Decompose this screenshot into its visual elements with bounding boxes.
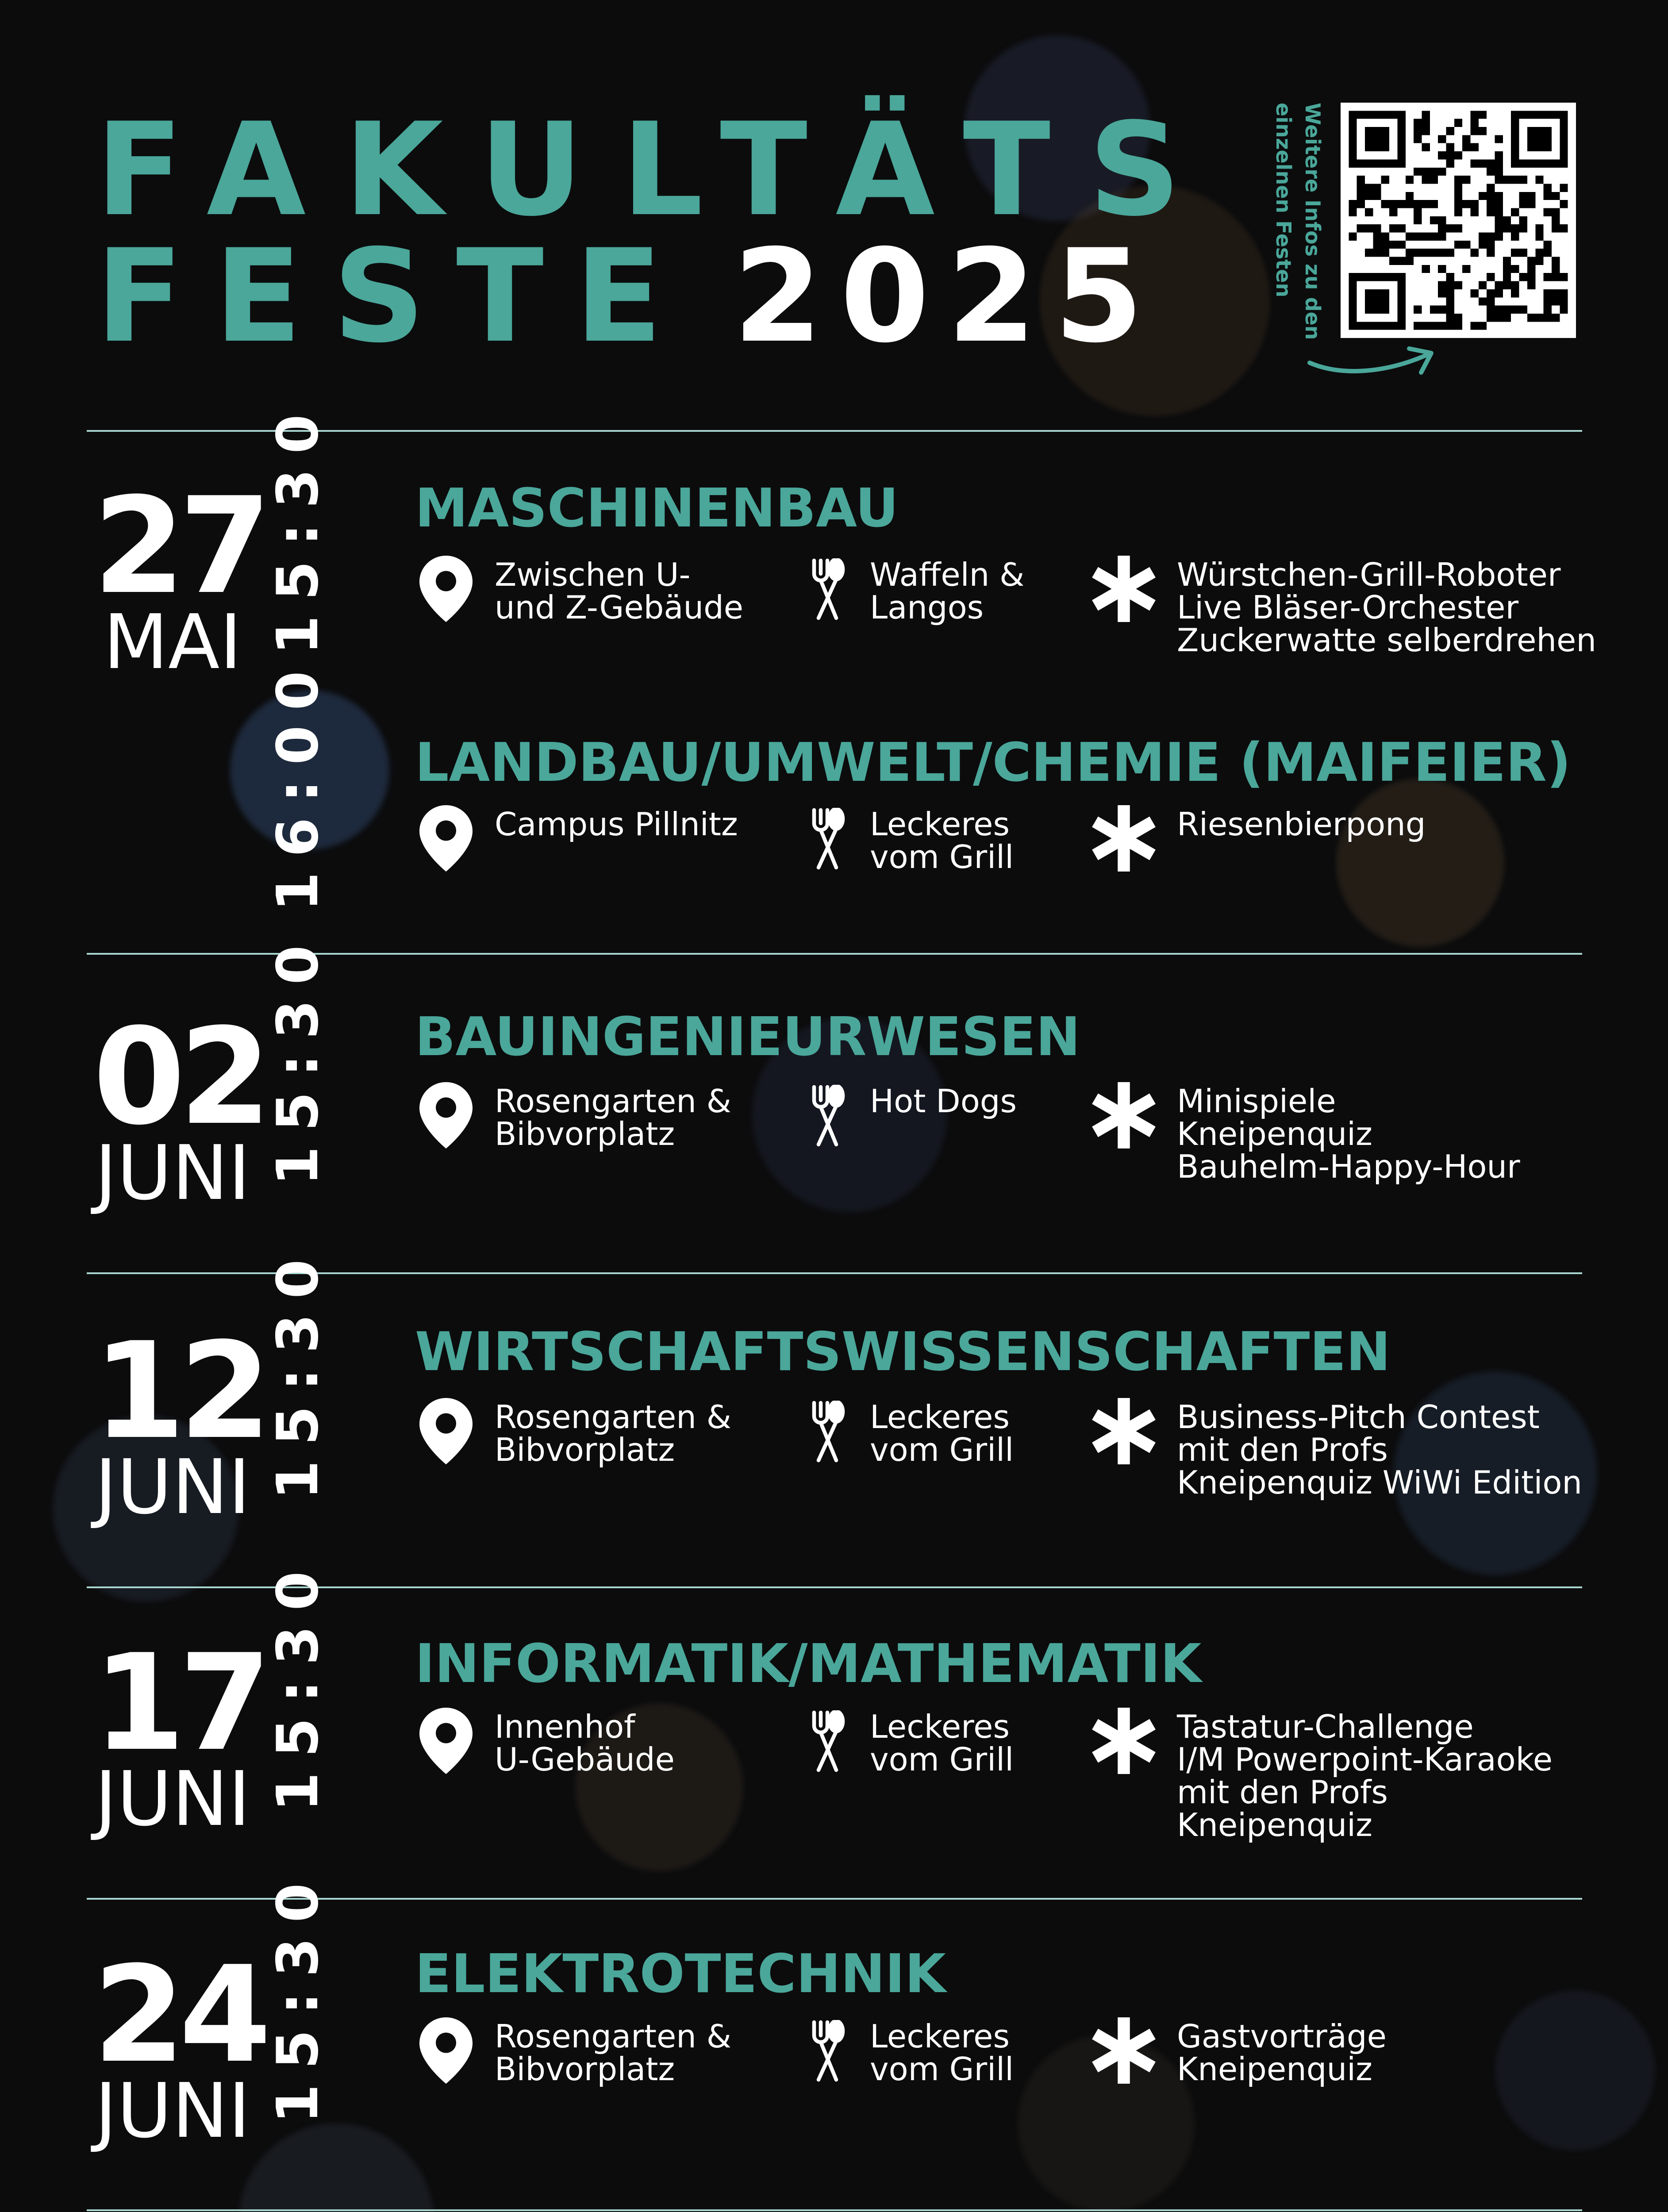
event-month: JUNI — [95, 1755, 250, 1843]
location-pin-icon — [419, 556, 473, 624]
event-month: MAI — [103, 599, 242, 686]
event-food-line: vom Grill — [870, 2051, 1014, 2088]
event-food-line: Hot Dogs — [870, 1083, 1017, 1120]
event-food-line: Waffeln & — [870, 556, 1025, 593]
event-food-line: vom Grill — [870, 838, 1014, 876]
event-program-line: mit den Profs — [1177, 1431, 1388, 1468]
cutlery-icon — [805, 1710, 849, 1774]
event-program — [1177, 1710, 1553, 1841]
event-date — [93, 1314, 265, 1531]
event-food-line: vom Grill — [870, 1431, 1014, 1468]
event-program-line: Live Bläser-Orchester — [1177, 589, 1519, 626]
title-year: 2025 — [733, 222, 1161, 371]
poster-title — [96, 96, 1219, 371]
event-program-line: I/M Powerpoint-Karaoke — [1177, 1741, 1553, 1778]
event-program-line: Kneipenquiz — [1177, 1115, 1372, 1152]
qr-hint-line-2: einzelnen Festen — [1272, 103, 1295, 298]
divider — [87, 2209, 1582, 2211]
event-location — [495, 2018, 731, 2088]
event-day: 12 — [93, 1314, 265, 1468]
event-title: WIRTSCHAFTSWISSENSCHAFTEN — [415, 1321, 1391, 1383]
asterisk-icon — [1091, 1708, 1157, 1776]
event-location — [495, 808, 738, 841]
event-program-line: Riesenbierpong — [1177, 806, 1426, 843]
event-food — [870, 806, 1014, 876]
event-program-line: Bauhelm-Happy-Hour — [1177, 1148, 1520, 1185]
event-food-line: Leckeres — [870, 806, 1010, 843]
event-location — [495, 1398, 731, 1468]
asterisk-icon — [1091, 2017, 1157, 2085]
event-food-line: vom Grill — [870, 1741, 1014, 1778]
title-feste: FESTE — [96, 222, 693, 371]
title-line-2 — [96, 222, 1219, 371]
event-program-line: Zuckerwatte selberdrehen — [1177, 622, 1596, 659]
event-day: 17 — [93, 1626, 265, 1780]
location-pin-icon — [419, 1708, 473, 1776]
cutlery-icon — [805, 1085, 849, 1148]
qr-hint-line-1: Weitere Infos zu den — [1301, 103, 1325, 340]
asterisk-icon — [1091, 556, 1157, 624]
event-title: INFORMATIK/MATHEMATIK — [415, 1633, 1202, 1695]
asterisk-icon — [1091, 1082, 1157, 1150]
event-food — [870, 2018, 1014, 2088]
event-day: 27 — [93, 469, 265, 623]
title-line-1: FAKULTÄTS — [96, 96, 1219, 245]
event-month: JUNI — [95, 1129, 250, 1217]
event-program — [1177, 558, 1596, 657]
event-program-line: Kneipenquiz — [1177, 1806, 1372, 1843]
event-location-line: Bibvorplatz — [495, 2051, 675, 2088]
event-program-line: Tastatur-Challenge — [1177, 1708, 1474, 1745]
event-program — [1177, 2018, 1387, 2088]
location-pin-icon — [419, 1398, 473, 1466]
event-location-line: Rosengarten & — [495, 2018, 731, 2055]
event-month: JUNI — [95, 2067, 250, 2155]
event-food — [870, 1398, 1014, 1468]
event-location-line: Rosengarten & — [495, 1398, 731, 1436]
event-location-line: Bibvorplatz — [495, 1431, 675, 1468]
event-program-line: Kneipenquiz — [1177, 2051, 1372, 2088]
event-program-line: Kneipenquiz WiWi Edition — [1177, 1464, 1583, 1501]
event-program-line: Business-Pitch Contest — [1177, 1398, 1540, 1436]
cutlery-icon — [805, 1401, 849, 1464]
event-time: 15:30 — [265, 1556, 331, 1812]
event-location — [495, 1085, 731, 1150]
event-program — [1177, 808, 1426, 841]
event-program-line: Minispiele — [1177, 1083, 1336, 1120]
event-time: 15:30 — [265, 930, 331, 1186]
event-title: LANDBAU/UMWELT/CHEMIE (MAIFEIER) — [415, 732, 1571, 794]
event-month: JUNI — [95, 1444, 250, 1531]
qr-code[interactable] — [1341, 103, 1576, 338]
event-location-line: Bibvorplatz — [495, 1115, 675, 1152]
event-program-line: Gastvorträge — [1177, 2018, 1387, 2055]
event-food — [870, 1085, 1017, 1118]
event-title: BAUINGENIEURWESEN — [415, 1006, 1080, 1068]
event-location — [495, 1710, 675, 1776]
event-location-line: Campus Pillnitz — [495, 806, 738, 843]
event-location-line: Innenhof — [495, 1708, 635, 1745]
curved-arrow-icon — [1305, 336, 1447, 389]
cutlery-icon — [805, 808, 849, 872]
event-time: 15:30 — [265, 399, 331, 655]
location-pin-icon — [419, 805, 473, 873]
event-food-line: Langos — [870, 589, 984, 626]
event-food-line: Leckeres — [870, 1708, 1010, 1745]
asterisk-icon — [1091, 805, 1157, 873]
event-food-line: Leckeres — [870, 2018, 1010, 2055]
cutlery-icon — [805, 558, 849, 622]
event-location-line: Rosengarten & — [495, 1083, 731, 1120]
event-date — [93, 469, 265, 686]
qr-code-icon — [1341, 103, 1576, 338]
event-date — [93, 1000, 265, 1217]
event-date — [93, 1626, 265, 1843]
event-program — [1177, 1398, 1583, 1501]
event-title: ELEKTROTECHNIK — [415, 1943, 946, 2005]
location-pin-icon — [419, 1082, 473, 1150]
cutlery-icon — [805, 2020, 849, 2084]
event-program-line: mit den Profs — [1177, 1774, 1388, 1811]
event-food — [870, 558, 1024, 624]
event-time: 15:30 — [265, 1244, 331, 1500]
event-program — [1177, 1085, 1520, 1183]
event-location-line: U-Gebäude — [495, 1741, 675, 1778]
event-time: 16:00 — [265, 656, 331, 911]
asterisk-icon — [1091, 1398, 1157, 1466]
event-location — [495, 558, 743, 624]
event-day: 02 — [93, 1000, 265, 1154]
event-location-line: und Z-Gebäude — [495, 589, 744, 626]
qr-hint — [1265, 103, 1327, 342]
location-pin-icon — [419, 2017, 473, 2085]
event-time: 15:30 — [265, 1868, 331, 2124]
event-title: MASCHINENBAU — [415, 478, 899, 539]
event-day: 24 — [93, 1938, 265, 2092]
event-food — [870, 1710, 1014, 1776]
event-location-line: Zwischen U- — [495, 556, 691, 593]
event-food-line: Leckeres — [870, 1398, 1010, 1436]
event-program-line: Würstchen-Grill-Roboter — [1177, 556, 1561, 593]
event-date — [93, 1938, 265, 2155]
